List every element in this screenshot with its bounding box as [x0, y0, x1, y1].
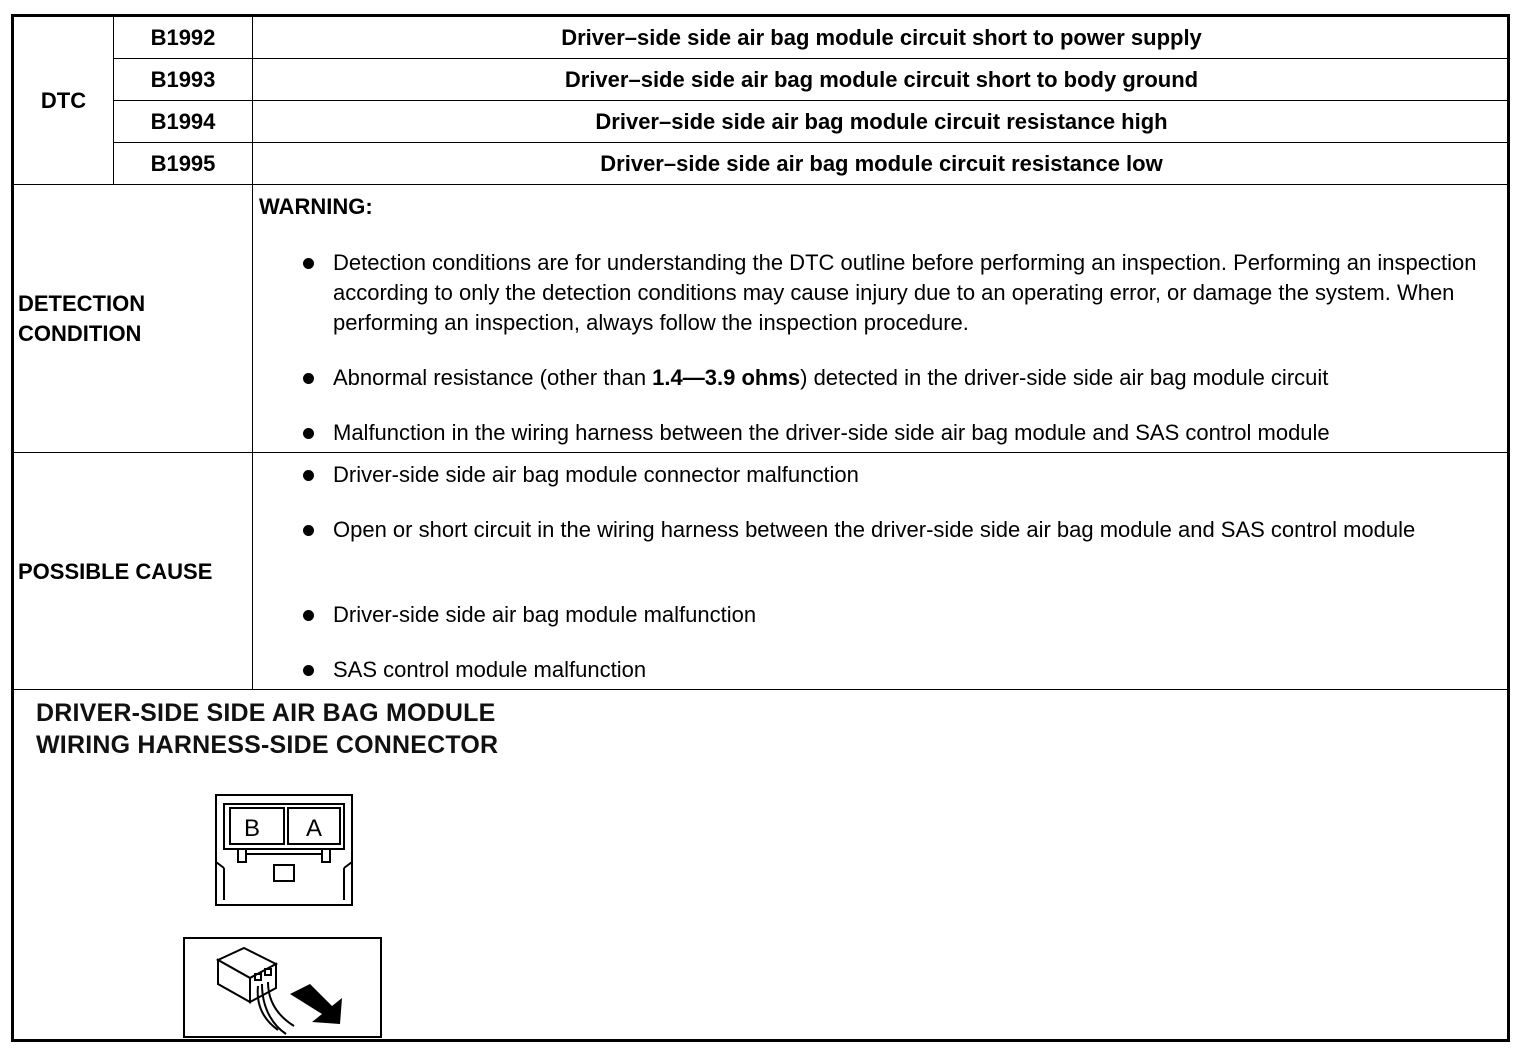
figure-title-line1: DRIVER-SIDE SIDE AIR BAG MODULE [36, 699, 496, 727]
dtc-code: B1992 [150, 24, 216, 50]
locking-tab-right [322, 849, 330, 862]
bullet-dot-icon [303, 428, 314, 439]
dtc-label: DTC [40, 87, 87, 113]
detection-condition-label [18, 289, 145, 349]
detection-bullet: Detection conditions are for understanding the DTC outline before performing an inspection. Performing an inspection according to only the detection conditions may cause injury due to an operating error, or damage the system. When performing an inspection, always follow the inspection procedure. [300, 248, 1490, 338]
detection-label-line2: CONDITION [18, 321, 142, 346]
bullet-dot-icon [303, 665, 314, 676]
possible-cause-label: POSSIBLE CAUSE [18, 559, 213, 584]
bullet-dot-icon [303, 258, 314, 269]
detection-label-line1: DETECTION [18, 291, 146, 316]
bullet-dot-icon [303, 373, 314, 384]
detection-bullet: Malfunction in the wiring harness between the driver-side side air bag module and SAS control module [300, 418, 1523, 448]
dtc-description: Driver–side side air bag module circuit resistance low [600, 150, 1163, 176]
terminal-a-label: A [305, 815, 323, 842]
bullet-dot-icon [303, 525, 314, 536]
section-divider-detection [11, 452, 1510, 453]
dtc-code: B1994 [150, 108, 216, 134]
bullet-dot-icon [303, 470, 314, 481]
section-divider-dtc [11, 184, 1510, 185]
locking-tab-left [238, 849, 246, 862]
figure-title-line2: WIRING HARNESS-SIDE CONNECTOR [36, 731, 499, 759]
warning-title: WARNING: [259, 194, 373, 219]
section-divider-cause [11, 689, 1510, 690]
detection-bullet: Abnormal resistance (other than 1.4—3.9 ohms) detected in the driver-side side air bag module circuit [300, 363, 1523, 393]
connector-diagram [212, 792, 356, 908]
cause-bullet: SAS control module malfunction [300, 655, 1523, 685]
cause-bullet: Driver-side side air bag module malfunction [300, 600, 1523, 630]
connector-probe-icon [182, 936, 384, 1040]
cause-bullet: Driver-side side air bag module connector malfunction [300, 460, 1523, 490]
bullet-dot-icon [303, 610, 314, 621]
terminal-b-label: B [243, 815, 261, 842]
resistance-spec: 1.4—3.9 ohms [652, 365, 801, 390]
dtc-code: B1993 [150, 66, 216, 92]
connector-figure-title [36, 697, 498, 761]
dtc-description: Driver–side side air bag module circuit resistance high [595, 108, 1168, 134]
cause-bullet: Open or short circuit in the wiring harness between the driver-side side air bag module and SAS control module [300, 515, 1490, 545]
dtc-description: Driver–side side air bag module circuit short to power supply [561, 24, 1202, 50]
dtc-code: B1995 [150, 150, 216, 176]
connector-latch [274, 865, 294, 881]
dtc-description: Driver–side side air bag module circuit short to body ground [564, 66, 1199, 92]
